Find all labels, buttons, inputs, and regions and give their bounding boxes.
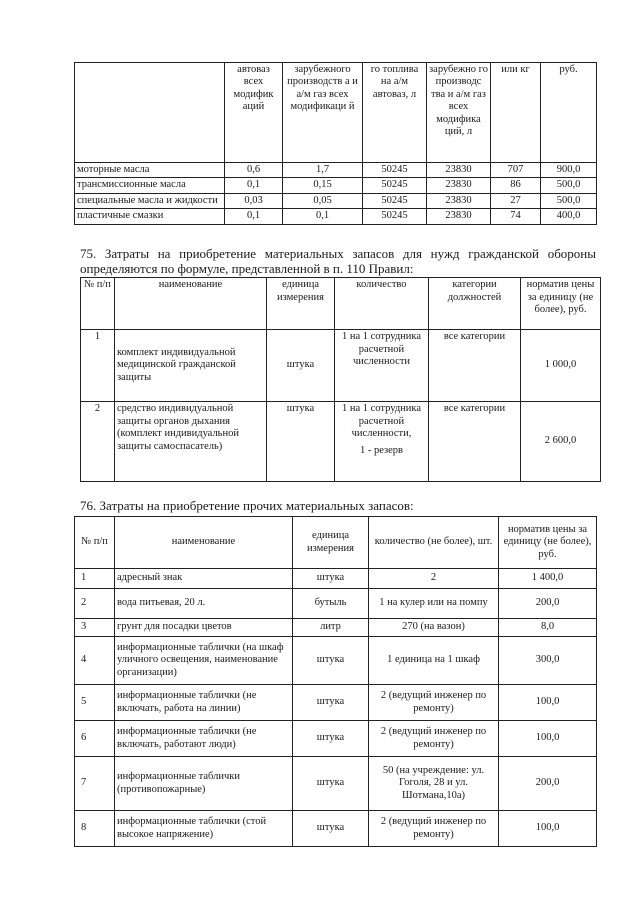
row-name: комплект индивидуальной медицинской гражданской защиты — [115, 330, 267, 402]
row-num: 1 — [81, 330, 115, 402]
row-value: 23830 — [427, 163, 491, 178]
row-name: информационные таблички (не включать, работа на линии) — [115, 685, 293, 721]
row-num: 2 — [75, 589, 115, 619]
row-qty: 50 (на учреждение: ул. Гоголя, 28 и ул. Шотмана,10а) — [369, 757, 499, 811]
table-row — [75, 721, 597, 757]
row-num: 8 — [75, 811, 115, 847]
header-name: наименование — [115, 278, 267, 330]
row-qty: 2 — [369, 569, 499, 589]
row-qty-main: 1 на 1 сотрудника расчетной численности, — [341, 403, 422, 440]
table-row — [75, 637, 597, 685]
table-header-row — [81, 278, 601, 330]
header-price: норматив цены за единицу (не более), руб. — [521, 278, 601, 330]
row-num: 4 — [75, 637, 115, 685]
row-value: 0,6 — [225, 163, 283, 178]
fuel-lubricants-table — [74, 62, 597, 225]
row-unit: литр — [293, 619, 369, 637]
row-category: все категории — [429, 330, 521, 402]
row-unit: штука — [293, 721, 369, 757]
row-qty: 270 (на вазон) — [369, 619, 499, 637]
table-row — [81, 402, 601, 482]
row-value: 500,0 — [541, 193, 597, 208]
row-name: адресный знак — [115, 569, 293, 589]
header-unit: единица измерения — [293, 517, 369, 569]
header-qty: количество — [335, 278, 429, 330]
header-name: наименование — [115, 517, 293, 569]
header-unit: единица измерения — [267, 278, 335, 330]
row-price: 2 600,0 — [521, 402, 601, 482]
row-name: трансмиссионные масла — [75, 178, 225, 193]
header-num: № п/п — [75, 517, 115, 569]
row-unit: штука — [293, 757, 369, 811]
row-price: 200,0 — [499, 757, 597, 811]
row-qty-reserve: 1 - резерв — [359, 444, 404, 456]
row-qty: 2 (ведущий инженер по ремонту) — [369, 685, 499, 721]
row-unit: штука — [267, 330, 335, 402]
row-value: 0,05 — [283, 193, 363, 208]
row-unit: штука — [293, 569, 369, 589]
table-row — [75, 209, 597, 224]
row-num: 1 — [75, 569, 115, 589]
section-75-paragraph: 75. Затраты на приобретение материальных запасов для нужд гражданской обороны определяются по формуле, представленной в п. 110 Правил: — [80, 246, 596, 276]
header-cell: автоваз всех модифик аций — [225, 63, 283, 163]
row-value: 500,0 — [541, 178, 597, 193]
row-value: 23830 — [427, 193, 491, 208]
civil-defense-table — [80, 277, 601, 482]
header-cell: зарубежно го производс тва и а/м газ всех модифика ций, л — [427, 63, 491, 163]
row-name: средство индивидуальной защиты органов дыхания (комплект индивидуальной защиты самоспасатель) — [115, 402, 267, 482]
row-name: информационные таблички (на шкаф уличного освещения, наименование организации) — [115, 637, 293, 685]
table-row — [75, 589, 597, 619]
row-qty: 2 (ведущий инженер по ремонту) — [369, 721, 499, 757]
header-qty: количество (не более), шт. — [369, 517, 499, 569]
row-name: информационные таблички (противопожарные) — [115, 757, 293, 811]
row-qty: 1 на кулер или на помпу — [369, 589, 499, 619]
row-value: 0,1 — [283, 209, 363, 224]
row-value: 27 — [491, 193, 541, 208]
row-qty: 1 на 1 сотрудника расчетной численности — [335, 330, 429, 402]
table-row — [75, 811, 597, 847]
row-value: 50245 — [363, 209, 427, 224]
table-row — [75, 163, 597, 178]
header-cell: зарубежного производств а и а/м газ всех модификаци й — [283, 63, 363, 163]
table-row — [75, 178, 597, 193]
row-num: 5 — [75, 685, 115, 721]
row-price: 200,0 — [499, 589, 597, 619]
header-price: норматив цены за единицу (не более), руб. — [499, 517, 597, 569]
row-unit: штука — [267, 402, 335, 482]
row-qty — [335, 402, 429, 482]
row-value: 0,1 — [225, 209, 283, 224]
table-row — [81, 330, 601, 402]
header-num: № п/п — [81, 278, 115, 330]
row-value: 0,15 — [283, 178, 363, 193]
row-unit: штука — [293, 637, 369, 685]
table-row — [75, 757, 597, 811]
row-value: 23830 — [427, 178, 491, 193]
row-value: 50245 — [363, 178, 427, 193]
row-value: 400,0 — [541, 209, 597, 224]
header-cell: руб. — [541, 63, 597, 163]
row-num: 6 — [75, 721, 115, 757]
row-qty: 1 единица на 1 шкаф — [369, 637, 499, 685]
row-price: 300,0 — [499, 637, 597, 685]
row-name: вода питьевая, 20 л. — [115, 589, 293, 619]
table-row — [75, 685, 597, 721]
row-value: 23830 — [427, 209, 491, 224]
row-num: 3 — [75, 619, 115, 637]
row-category: все категории — [429, 402, 521, 482]
row-name: информационные таблички (не включать, работают люди) — [115, 721, 293, 757]
section-76-paragraph: 76. Затраты на приобретение прочих материальных запасов: — [80, 498, 414, 513]
row-name: моторные масла — [75, 163, 225, 178]
row-value: 1,7 — [283, 163, 363, 178]
header-cell: го топлива на а/м автоваз, л — [363, 63, 427, 163]
header-category: категории должностей — [429, 278, 521, 330]
row-qty: 2 (ведущий инженер по ремонту) — [369, 811, 499, 847]
table-row — [75, 193, 597, 208]
row-value: 86 — [491, 178, 541, 193]
row-name: пластичные смазки — [75, 209, 225, 224]
other-supplies-table — [74, 516, 597, 847]
row-unit: штука — [293, 685, 369, 721]
row-name: специальные масла и жидкости — [75, 193, 225, 208]
row-price: 8,0 — [499, 619, 597, 637]
row-value: 50245 — [363, 163, 427, 178]
row-price: 100,0 — [499, 721, 597, 757]
row-name: информационные таблички (стой высокое напряжение) — [115, 811, 293, 847]
row-price: 1 400,0 — [499, 569, 597, 589]
header-cell: или кг — [491, 63, 541, 163]
row-value: 50245 — [363, 193, 427, 208]
row-name: грунт для посадки цветов — [115, 619, 293, 637]
row-value: 707 — [491, 163, 541, 178]
row-unit: штука — [293, 811, 369, 847]
row-price: 100,0 — [499, 685, 597, 721]
row-price: 100,0 — [499, 811, 597, 847]
table-row — [75, 619, 597, 637]
row-value: 0,1 — [225, 178, 283, 193]
row-price: 1 000,0 — [521, 330, 601, 402]
row-value: 74 — [491, 209, 541, 224]
table-header-row — [75, 63, 597, 163]
header-cell-empty — [75, 63, 225, 163]
row-value: 0,03 — [225, 193, 283, 208]
row-num: 7 — [75, 757, 115, 811]
table-row — [75, 569, 597, 589]
row-value: 900,0 — [541, 163, 597, 178]
row-unit: бутыль — [293, 589, 369, 619]
row-num: 2 — [81, 402, 115, 482]
table-header-row — [75, 517, 597, 569]
